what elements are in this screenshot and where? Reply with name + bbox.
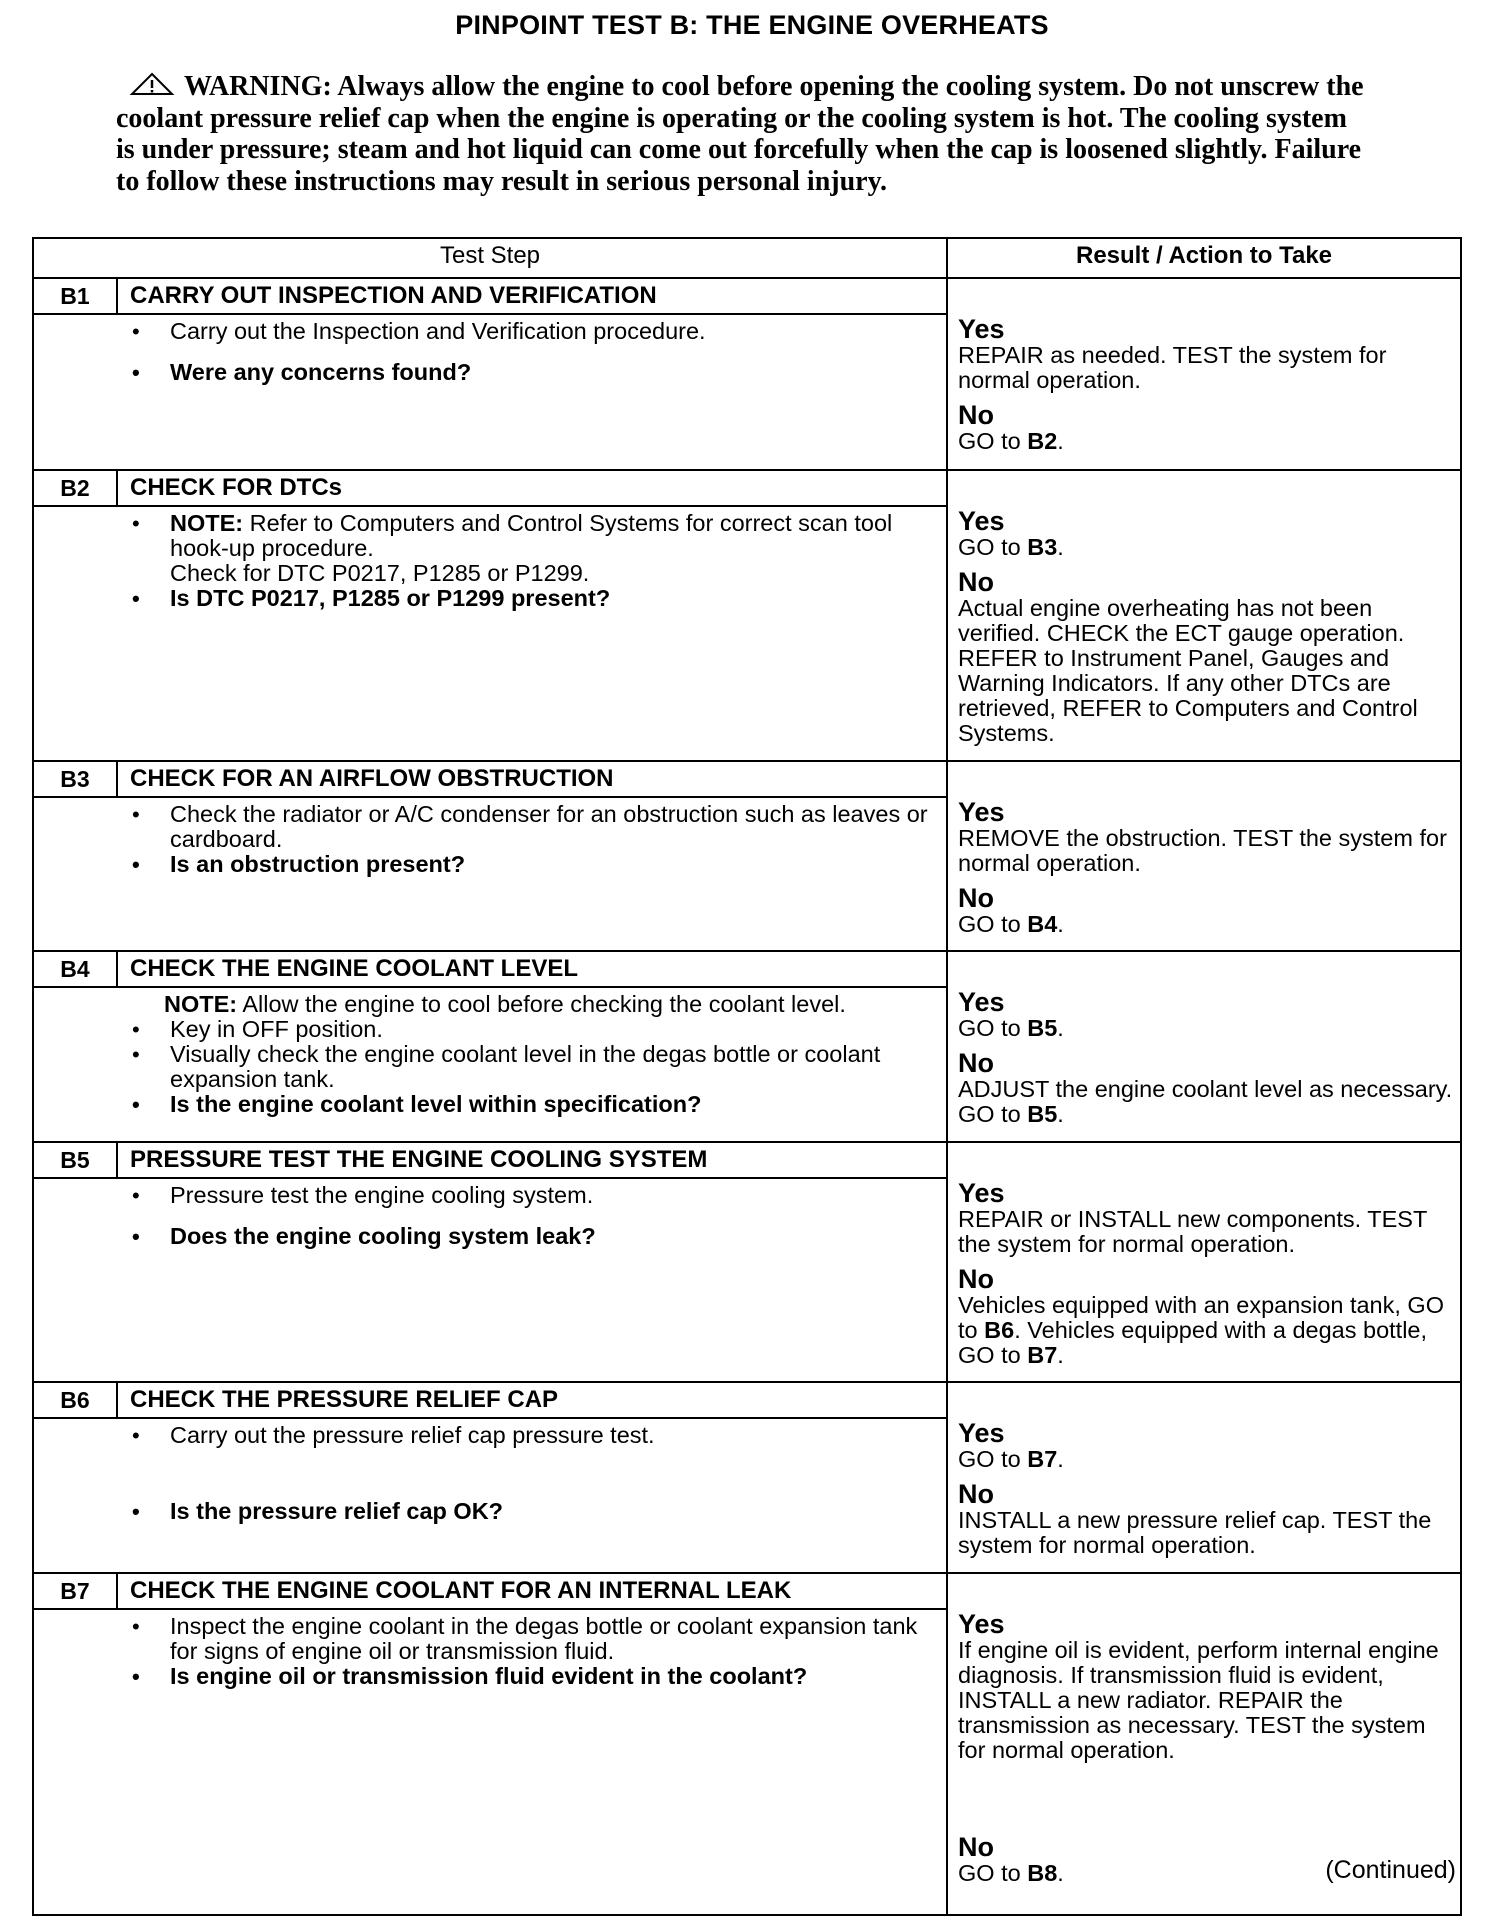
step-actions [33, 1609, 947, 1915]
step-title-row [33, 470, 1461, 506]
no-suffix: . [1057, 428, 1064, 454]
action-item: • Pressure test the engine cooling system. [34, 1183, 946, 1208]
result-no-text: INSTALL a new pressure relief cap. TEST the system for normal operation. [958, 1507, 1432, 1558]
result-no-text [958, 429, 1456, 454]
step-actions [33, 1418, 947, 1573]
result-no-text [958, 1293, 1456, 1368]
step-title: CHECK THE ENGINE COOLANT LEVEL [117, 951, 947, 987]
header-test-step: Test Step [33, 238, 947, 278]
yes-suffix: . [1057, 1446, 1064, 1472]
action-question: • Does the engine cooling system leak? [34, 1224, 946, 1249]
step-actions [33, 987, 947, 1142]
step-result [947, 470, 1461, 761]
step-result [947, 1382, 1461, 1573]
result-yes-label: Yes [958, 987, 1005, 1017]
table-header-row [33, 238, 1461, 278]
action-list [34, 319, 946, 385]
result-no-label: No [958, 1479, 994, 1509]
result-no-text [958, 1077, 1456, 1127]
step-id: B7 [33, 1573, 117, 1609]
action-item: • Check the radiator or A/C condenser for an obstruction such as leaves or cardboard. [34, 802, 946, 852]
result-yes-text: If engine oil is evident, perform internal engine diagnosis. If transmission fluid is evident, INSTALL a new radiator. REPAIR the transmission as necessary. TEST the system for normal operation. [958, 1637, 1439, 1763]
steps-body [33, 278, 1461, 1915]
result-yes-label: Yes [958, 1178, 1005, 1208]
step-id: B1 [33, 278, 117, 314]
no-prefix: Vehicles equipped with an expansion tank, GO to [958, 1292, 1444, 1343]
result-no-label: No [958, 1264, 994, 1294]
step-title-row [33, 1142, 1461, 1178]
result-yes-label: Yes [958, 314, 1005, 344]
step-title-row [33, 1573, 1461, 1609]
step-id: B6 [33, 1382, 117, 1418]
step-result [947, 1142, 1461, 1382]
no-suffix: . [1057, 1101, 1064, 1127]
step-note [34, 992, 946, 1017]
yes-step-ref: B5 [1027, 1015, 1058, 1041]
action-item: • Key in OFF position. [34, 1017, 946, 1042]
result-no-label: No [958, 567, 994, 597]
step-title-row [33, 278, 1461, 314]
step-result [947, 278, 1461, 470]
result-yes-text: REMOVE the obstruction. TEST the system for normal operation. [958, 825, 1447, 876]
result-yes-label: Yes [958, 1418, 1005, 1448]
no-step-ref: B4 [1027, 911, 1058, 937]
result-yes-text [958, 1016, 1456, 1041]
action-item: • Carry out the Inspection and Verification procedure. [34, 319, 946, 344]
result-yes-text [958, 535, 1456, 560]
step-title-row [33, 951, 1461, 987]
no-suffix: . [1057, 1342, 1064, 1368]
action-item [34, 511, 946, 561]
step-title: CHECK THE PRESSURE RELIEF CAP [117, 1382, 947, 1418]
note-label: NOTE: [164, 991, 238, 1017]
result-yes-label: Yes [958, 506, 1005, 536]
no-mid: . Vehicles equipped with a degas bottle, GO to [958, 1317, 1428, 1368]
no-prefix: GO to [958, 1860, 1028, 1886]
result-yes-label: Yes [958, 797, 1005, 827]
yes-prefix: GO to [958, 1015, 1028, 1041]
step-title: CARRY OUT INSPECTION AND VERIFICATION [117, 278, 947, 314]
pinpoint-test-table [32, 237, 1462, 1916]
continued-label: (Continued) [1325, 1856, 1456, 1884]
no-prefix: GO to [958, 428, 1028, 454]
result-no-text [958, 912, 1456, 937]
no-step-ref: B6 [984, 1317, 1015, 1343]
step-id: B4 [33, 951, 117, 987]
step-title: CHECK THE ENGINE COOLANT FOR AN INTERNAL LEAK [117, 1573, 947, 1609]
note-text: Allow the engine to cool before checking the coolant level. [237, 991, 846, 1017]
yes-step-ref: B3 [1027, 534, 1058, 560]
no-suffix: . [1057, 1860, 1064, 1886]
step-id: B2 [33, 470, 117, 506]
step-id: B3 [33, 761, 117, 797]
step-title: PRESSURE TEST THE ENGINE COOLING SYSTEM [117, 1142, 947, 1178]
result-no-label: No [958, 1048, 994, 1078]
step-result [947, 761, 1461, 951]
result-yes-text: REPAIR as needed. TEST the system for normal operation. [958, 342, 1387, 393]
warning-text: WARNING: Always allow the engine to cool before opening the cooling system. Do not unscrew the coolant pressure relief cap when the engine is operating or the cooling system is hot. The cooling system is under pressure; steam and hot liquid can come out forcefully when the cap is loosened slightly. Failure to follow these instructions may result in serious personal injury. [116, 71, 1364, 197]
result-no-label: No [958, 1832, 994, 1862]
action-item: • Inspect the engine coolant in the degas bottle or coolant expansion tank for signs of engine oil or transmission fluid. [34, 1614, 946, 1664]
no-step-ref: B2 [1027, 428, 1058, 454]
action-list [34, 802, 946, 877]
no-step-ref: B8 [1027, 1860, 1058, 1886]
step-actions [33, 797, 947, 951]
no-suffix: . [1057, 911, 1064, 937]
result-spacer [958, 1771, 1456, 1833]
action-list [34, 1423, 946, 1524]
warning-block [116, 71, 1366, 197]
yes-prefix: GO to [958, 534, 1028, 560]
step-actions [33, 314, 947, 470]
action-label: NOTE: [170, 510, 244, 536]
action-question: • Is DTC P0217, P1285 or P1299 present? [34, 586, 946, 611]
no-prefix: GO to [958, 911, 1028, 937]
no-prefix: ADJUST the engine coolant level as necessary. GO to [958, 1076, 1453, 1127]
action-question: • Is the engine coolant level within specification? [34, 1092, 946, 1117]
action-list [34, 511, 946, 611]
yes-suffix: . [1057, 1015, 1064, 1041]
step-actions [33, 506, 947, 761]
action-item: • Carry out the pressure relief cap pressure test. [34, 1423, 946, 1448]
result-yes-label: Yes [958, 1609, 1005, 1639]
action-list [34, 1614, 946, 1689]
header-result-action: Result / Action to Take [947, 238, 1461, 278]
step-actions [33, 1178, 947, 1382]
step-id: B5 [33, 1142, 117, 1178]
yes-suffix: . [1057, 534, 1064, 560]
result-no-label: No [958, 400, 994, 430]
step-title-row [33, 1382, 1461, 1418]
yes-prefix: GO to [958, 1446, 1028, 1472]
result-no-label: No [958, 883, 994, 913]
step-title-row [33, 761, 1461, 797]
action-question: • Is engine oil or transmission fluid evident in the coolant? [34, 1664, 946, 1689]
action-list [34, 1017, 946, 1117]
warning-triangle-icon [128, 72, 176, 96]
action-text: Refer to Computers and Control Systems for correct scan tool hook-up procedure. [170, 510, 893, 561]
result-no-text: Actual engine overheating has not been verified. CHECK the ECT gauge operation. REFER to Instrument Panel, Gauges and Warning Indicators. If any other DTCs are retrieved, REFER to Computers and Control Systems. [958, 595, 1418, 746]
action-question: • Were any concerns found? [34, 360, 946, 385]
yes-step-ref: B7 [1027, 1446, 1058, 1472]
step-result [947, 951, 1461, 1142]
no-step-ref-2: B7 [1027, 1342, 1058, 1368]
action-plain-text: Check for DTC P0217, P1285 or P1299. [170, 560, 590, 586]
action-item: • Visually check the engine coolant level in the degas bottle or coolant expansion tank. [34, 1042, 946, 1092]
step-title: CHECK FOR DTCs [117, 470, 947, 506]
result-yes-text: REPAIR or INSTALL new components. TEST the system for normal operation. [958, 1206, 1427, 1257]
result-yes-text [958, 1447, 1456, 1472]
step-title: CHECK FOR AN AIRFLOW OBSTRUCTION [117, 761, 947, 797]
action-list [34, 1183, 946, 1249]
page-title: PINPOINT TEST B: THE ENGINE OVERHEATS [455, 10, 1049, 40]
no-step-ref: B5 [1027, 1101, 1058, 1127]
action-question: • Is the pressure relief cap OK? [34, 1499, 946, 1524]
action-question: • Is an obstruction present? [34, 852, 946, 877]
